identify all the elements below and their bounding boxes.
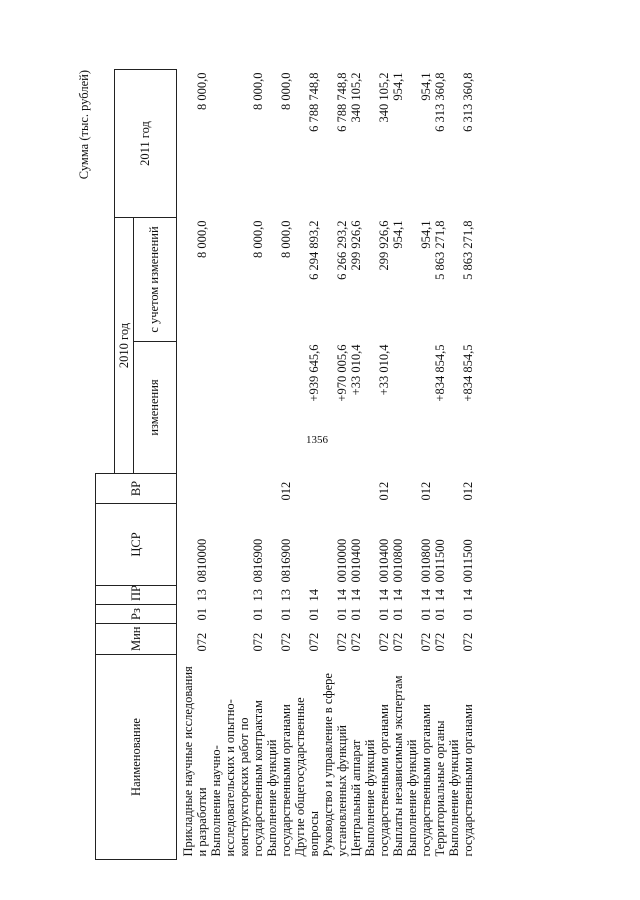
cell-min: 072 [250, 632, 265, 652]
header-changes: изменения [133, 342, 176, 474]
cell-name: Руководство и управление в сфере установленных функций [320, 673, 349, 857]
cell-pr: 13 [278, 589, 293, 602]
cell-changes: +33 010,4 [348, 344, 363, 396]
header-name: Наименование [96, 655, 177, 860]
header-min: Мин [96, 624, 177, 655]
cell-changes: +970 005,6 [334, 344, 349, 402]
header-csr: ЦСР [96, 504, 177, 586]
cell-rz: 01 [460, 608, 475, 621]
cell-with-changes: 954,1 [418, 220, 433, 249]
cell-with-changes: 6 294 893,2 [306, 220, 321, 280]
cell-rz: 01 [334, 608, 349, 621]
cell-with-changes: 5 863 271,8 [460, 220, 475, 280]
cell-pr: 14 [390, 589, 405, 602]
cell-with-changes: 5 863 271,8 [432, 220, 447, 280]
cell-2011: 8 000,0 [278, 72, 293, 110]
header-2010: 2010 год [114, 218, 133, 474]
cell-min: 072 [348, 632, 363, 652]
cell-2011: 8 000,0 [250, 72, 265, 110]
cell-min: 072 [376, 632, 391, 652]
cell-min: 072 [306, 632, 321, 652]
table-row [293, 69, 321, 859]
cell-vr [433, 474, 447, 504]
cell-with-changes: 299 926,6 [376, 220, 391, 271]
cell-pr: 14 [418, 589, 433, 602]
cell-csr: 0816900 [250, 538, 265, 583]
cell-2011: 6 313 360,8 [432, 72, 447, 132]
cell-rz: 01 [432, 608, 447, 621]
cell-csr: 0010800 [418, 538, 433, 583]
cell-name: Другие общегосударственные вопросы [292, 697, 321, 857]
cell-with-changes: 8 000,0 [278, 220, 293, 258]
cell-name: Выполнение функций государственными органами [404, 704, 433, 857]
header-vr: ВР [96, 474, 177, 504]
cell-name: Выполнение функций государственными органами [446, 704, 475, 857]
table-row [433, 69, 447, 859]
cell-rz: 01 [250, 608, 265, 621]
cell-csr: 0010400 [376, 538, 391, 583]
cell-with-changes: 8 000,0 [250, 220, 265, 258]
cell-pr: 14 [432, 589, 447, 602]
page-number: 1356 [306, 434, 328, 446]
cell-csr: 0816900 [278, 538, 293, 583]
header-2011: 2011 год [114, 69, 176, 217]
table-body [176, 69, 475, 859]
cell-min: 072 [390, 632, 405, 652]
cell-name: Выполнение функций государственными органами [264, 704, 293, 857]
cell-name: Выполнение научно-исследовательских и опытно-конструкторских работ по государственным контрактам [208, 699, 265, 857]
cell-csr: 0010000 [334, 538, 349, 583]
cell-changes [265, 342, 293, 474]
rotated-page-content [75, 70, 555, 860]
cell-pr: 13 [250, 589, 265, 602]
cell-changes: +834 854,5 [460, 344, 475, 402]
header-sum-spacer [96, 69, 115, 473]
table-row [405, 69, 433, 859]
table-row [391, 69, 405, 859]
header-with-changes: с учетом изменений [133, 218, 176, 342]
cell-rz: 01 [390, 608, 405, 621]
cell-with-changes: 954,1 [390, 220, 405, 249]
cell-vr: 012 [460, 481, 475, 501]
cell-pr: 13 [194, 589, 209, 602]
header-pr: ПР [96, 586, 177, 605]
table-row [265, 69, 293, 859]
cell-min: 072 [278, 632, 293, 652]
cell-2011: 340 105,2 [376, 72, 391, 123]
cell-2011: 8 000,0 [194, 72, 209, 110]
cell-min: 072 [460, 632, 475, 652]
cell-name: Выполнение функций государственными органами [362, 704, 391, 857]
cell-vr [209, 474, 265, 504]
cell-rz: 01 [418, 608, 433, 621]
cell-csr: 0010800 [390, 538, 405, 583]
cell-2011: 954,1 [390, 72, 405, 101]
cell-vr [321, 474, 349, 504]
cell-changes [405, 342, 433, 474]
cell-2011: 6 788 748,8 [334, 72, 349, 132]
cell-with-changes: 6 266 293,2 [334, 220, 349, 280]
cell-pr: 14 [460, 589, 475, 602]
cell-vr: 012 [278, 481, 293, 501]
cell-vr [391, 474, 405, 504]
cell-pr: 14 [334, 589, 349, 602]
cell-changes [391, 342, 405, 474]
table-row [209, 69, 265, 859]
cell-rz: 01 [376, 608, 391, 621]
table-row [176, 69, 209, 859]
cell-name: Территориальные органы [432, 720, 447, 857]
cell-changes: +834 854,5 [432, 344, 447, 402]
table-row [321, 69, 349, 859]
cell-vr [176, 474, 209, 504]
table-row [349, 69, 363, 859]
cell-pr: 14 [306, 589, 321, 602]
cell-pr: 14 [348, 589, 363, 602]
cell-name: Выплаты независимым экспертам [390, 675, 405, 857]
cell-with-changes: 299 926,6 [348, 220, 363, 271]
budget-table [95, 69, 475, 860]
cell-rz: 01 [194, 608, 209, 621]
table-row [363, 69, 391, 859]
cell-name: Прикладные научные исследования и разработки [180, 666, 209, 857]
cell-rz: 01 [306, 608, 321, 621]
cell-min: 072 [194, 632, 209, 652]
cell-csr: 0011500 [460, 539, 475, 583]
cell-vr [349, 474, 363, 504]
cell-2011: 954,1 [418, 72, 433, 101]
cell-vr: 012 [418, 481, 433, 501]
cell-pr: 14 [376, 589, 391, 602]
table-header [96, 69, 177, 859]
cell-2011: 6 788 748,8 [306, 72, 321, 132]
cell-rz: 01 [348, 608, 363, 621]
cell-vr [293, 474, 321, 504]
cell-csr: 0011500 [432, 539, 447, 583]
cell-2011: 340 105,2 [348, 72, 363, 123]
cell-with-changes: 8 000,0 [194, 220, 209, 258]
cell-rz: 01 [278, 608, 293, 621]
cell-name: Центральный аппарат [348, 739, 363, 857]
cell-min: 072 [418, 632, 433, 652]
cell-2011: 6 313 360,8 [460, 72, 475, 132]
cell-changes: +33 010,4 [376, 344, 391, 396]
cell-csr [293, 504, 321, 586]
table-row [447, 69, 475, 859]
cell-vr: 012 [376, 481, 391, 501]
cell-min: 072 [334, 632, 349, 652]
unit-caption: Сумма (тыс. рублей) [77, 70, 91, 180]
cell-csr: 0010400 [348, 538, 363, 583]
cell-changes [176, 342, 209, 474]
cell-min: 072 [432, 632, 447, 652]
header-rz: Рз [96, 605, 177, 624]
cell-changes [209, 342, 265, 474]
cell-csr: 0810000 [194, 538, 209, 583]
cell-changes: +939 645,6 [306, 344, 321, 402]
